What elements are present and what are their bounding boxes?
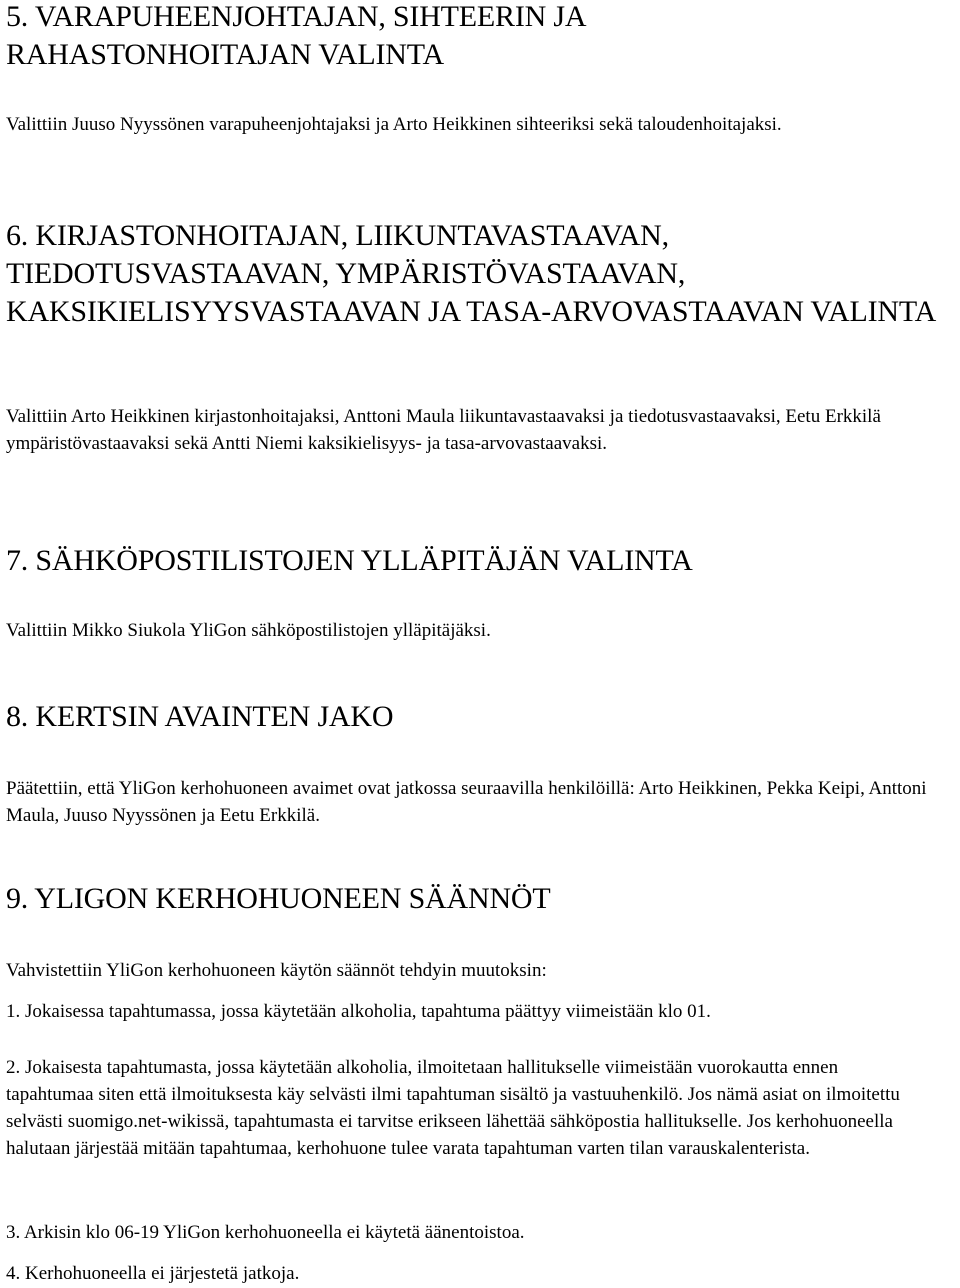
rule-item: 2. Jokaisesta tapahtumasta, jossa käytetään alkoholia, ilmoitetaan hallitukselle viimeistään vuorokautta ennen tapahtumaa siten että ilmoituksesta käy selvästi ilmi tapahtuman sisältö ja vastuuhenkilö. Jos nämä asiat on ilmoitettu selvästi suomigo.net-wikissä, tapahtumasta ei tarvitse erikseen lähettää sähköpostia hallitukselle. Jos kerhohuoneella halutaan järjestää mitään tapahtumaa, kerhohuone tulee varata tapahtuman varten tilan varauskalenterista.: [6, 1057, 900, 1159]
section-9-intro: Vahvistettiin YliGon kerhohuoneen käytön säännöt tehdyin muutoksin:: [6, 960, 547, 981]
section-8-body: Päätettiin, että YliGon kerhohuoneen avaimet ovat jatkossa seuraavilla henkilöillä: Arto Heikkinen, Pekka Keipi, Anttoni Maula, Juuso Nyyssönen ja Eetu Erkkilä.: [6, 778, 927, 826]
rule-item: 1. Jokaisessa tapahtumassa, jossa käytetään alkoholia, tapahtuma päättyy viimeistään klo 01.: [6, 1001, 711, 1022]
section-5-body: Valittiin Juuso Nyyssönen varapuheenjohtajaksi ja Arto Heikkinen sihteeriksi sekä taloudenhoitajaksi.: [6, 114, 782, 135]
section-6-heading: 6. KIRJASTONHOITAJAN, LIIKUNTAVASTAAVAN, TIEDOTUSVASTAAVAN, YMPÄRISTÖVASTAAVAN, KAKSIKIELISYYSVASTAAVAN JA TASA-ARVOVASTAAVAN VALINTA: [6, 219, 937, 328]
rule-item: 3. Arkisin klo 06-19 YliGon kerhohuoneella ei käytetä äänentoistoa.: [6, 1222, 525, 1243]
section-9-heading: 9. YLIGON KERHOHUONEEN SÄÄNNÖT: [6, 882, 551, 915]
section-8-heading: 8. KERTSIN AVAINTEN JAKO: [6, 700, 394, 733]
section-7-body: Valittiin Mikko Siukola YliGon sähköpostilistojen ylläpitäjäksi.: [6, 620, 491, 641]
rule-item: 4. Kerhohuoneella ei järjestetä jatkoja.: [6, 1263, 300, 1284]
section-7-heading: 7. SÄHKÖPOSTILISTOJEN YLLÄPITÄJÄN VALINTA: [6, 544, 693, 577]
section-5-heading: 5. VARAPUHEENJOHTAJAN, SIHTEERIN JA RAHASTONHOITAJAN VALINTA: [6, 0, 585, 71]
section-6-body: Valittiin Arto Heikkinen kirjastonhoitajaksi, Anttoni Maula liikuntavastaavaksi ja tiedotusvastaavaksi, Eetu Erkkilä ympäristövastaavaksi sekä Antti Niemi kaksikielisyys- ja tasa-arvovastaavaksi.: [6, 406, 881, 454]
